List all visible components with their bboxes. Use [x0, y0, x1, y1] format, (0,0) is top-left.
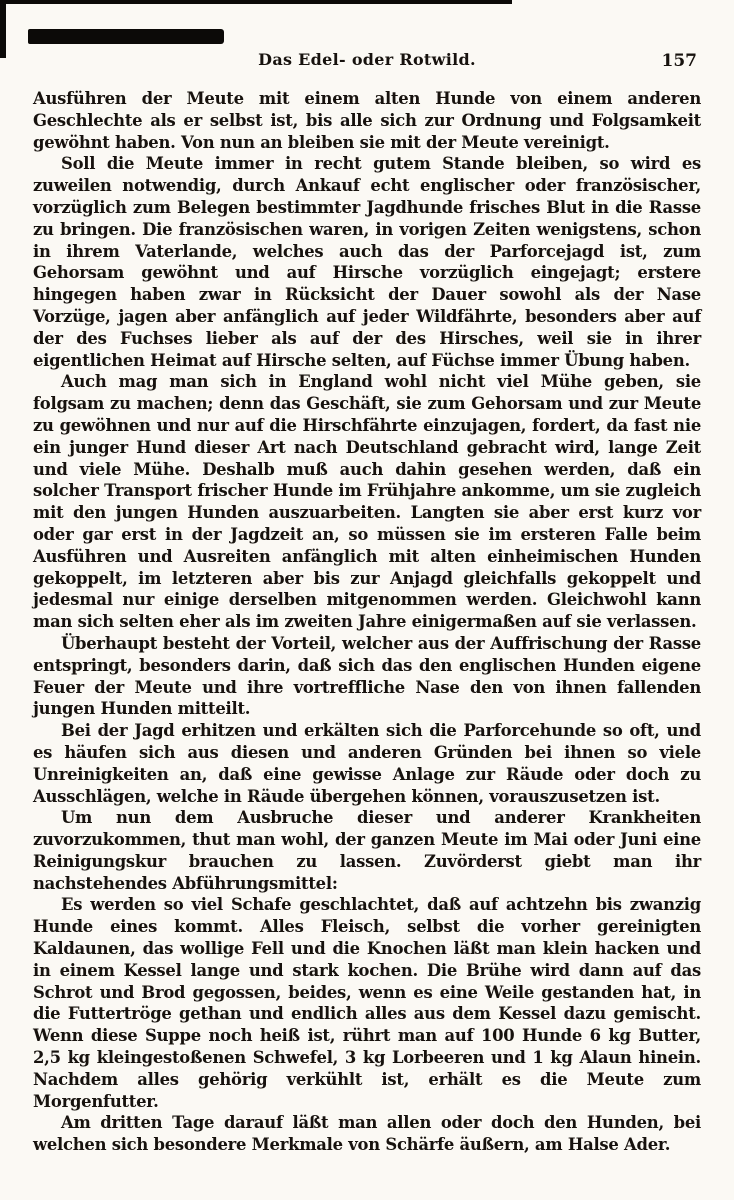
scan-artifact-left-edge: [0, 0, 6, 58]
page-number: 157: [661, 51, 697, 71]
paragraph: Auch mag man sich in England wohl nicht viel Mühe geben, sie folgsam zu machen; denn das Geschäft, sie zum Gehorsam und zur Meute zu gewöhnen und nur auf die Hirschfährte einzujagen, fordert, da fast nie ein junger Hund dieser Art nach Deutschland gebracht wird, lange Zeit und viele Mühe. Deshalb muß auch dahin gesehen werden, daß ein solcher Transport frischer Hunde im Frühjahre ankomme, um sie zugleich mit den jungen Hunden auszuarbeiten. Langten sie aber erst kurz vor oder gar erst in der Jagdzeit an, so müssen sie im ersteren Falle beim Ausführen und Ausreiten anfänglich mit alten einheimischen Hunden gekoppelt, im letzteren aber bis zur Anjagd gleichfalls gekoppelt und jedesmal nur einige derselben mitgenommen werden. Gleichwohl kann man sich selten eher als im zweiten Jahre einigermaßen auf sie verlassen.: [33, 372, 701, 632]
running-title: Das Edel- oder Rotwild.: [258, 50, 476, 69]
paragraph: Bei der Jagd erhitzen und erkälten sich die Parforcehunde so oft, und es häufen sich aus diesen und anderen Gründen bei ihnen so viele Unreinigkeiten an, daß eine gewisse Anlage zur Räude oder doch zu Ausschlägen, welche in Räude übergehen können, vorauszusetzen ist.: [33, 721, 701, 806]
page-header: [33, 50, 701, 74]
paragraph: Am dritten Tage darauf läßt man allen oder doch den Hunden, bei welchen sich besondere Merkmale von Schärfe äußern, am Halse Ader.: [33, 1113, 701, 1155]
paragraph: Um nun dem Ausbruche dieser und anderer Krankheiten zuvorzukommen, thut man wohl, der ganzen Meute im Mai oder Juni eine Reinigungskur brauchen zu lassen. Zuvörderst giebt man ihr nachstehendes Abführungsmittel:: [33, 808, 701, 893]
paragraph: Ausführen der Meute mit einem alten Hunde von einem anderen Geschlechte als er selbst ist, bis alle sich zur Ordnung und Folgsamkeit gewöhnt haben. Von nun an bleiben sie mit der Meute vereinigt.: [33, 89, 701, 152]
scan-artifact-blob: [28, 29, 224, 44]
paragraph: Überhaupt besteht der Vorteil, welcher aus der Auffrischung der Rasse entspringt, besonders darin, daß sich das den englischen Hunden eigene Feuer der Meute und ihre vortreffliche Nase den von ihnen fallenden jungen Hunden mitteilt.: [33, 633, 701, 719]
page-body-text: [33, 88, 701, 1156]
scan-artifact-top-edge: [0, 0, 512, 4]
paragraph: Soll die Meute immer in recht gutem Stande bleiben, so wird es zuweilen notwendig, durch Ankauf echt englischer oder französischer, vorzüglich zum Belegen bestimmter Jagdhunde frisches Blut in die Rasse zu bringen. Die französischen waren, in vorigen Zeiten wenigstens, schon in ihrem Vaterlande, welches auch das der Parforcejagd ist, zum Gehorsam gewöhnt und auf Hirsche vorzüglich eingejagt; erstere hingegen haben zwar in Rücksicht der Dauer sowohl als der Nase Vorzüge, jagen aber anfänglich auf jeder Wildfährte, besonders aber auf der des Fuchses lieber als auf der des Hirsches, weil sie in ihrer eigentlichen Heimat auf Hirsche selten, auf Füchse immer Übung haben.: [33, 154, 701, 370]
paragraph: Es werden so viel Schafe geschlachtet, daß auf achtzehn bis zwanzig Hunde eines kommt. Alles Fleisch, selbst die vorher gereinigten Kaldaunen, das wollige Fell und die Knochen läßt man klein hacken und in einem Kessel lange und stark kochen. Die Brühe wird dann auf das Schrot und Brod gegossen, beides, wenn es eine Weile gestanden hat, in die Futtertröge gethan und endlich alles aus dem Kessel dazu gemischt. Wenn diese Suppe noch heiß ist, rührt man auf 100 Hunde 6 kg Butter, 2,5 kg kleingestoßenen Schwefel, 3 kg Lorbeeren und 1 kg Alaun hinein. Nachdem alles gehörig verkühlt ist, erhält es die Meute zum Morgenfutter.: [33, 895, 701, 1111]
